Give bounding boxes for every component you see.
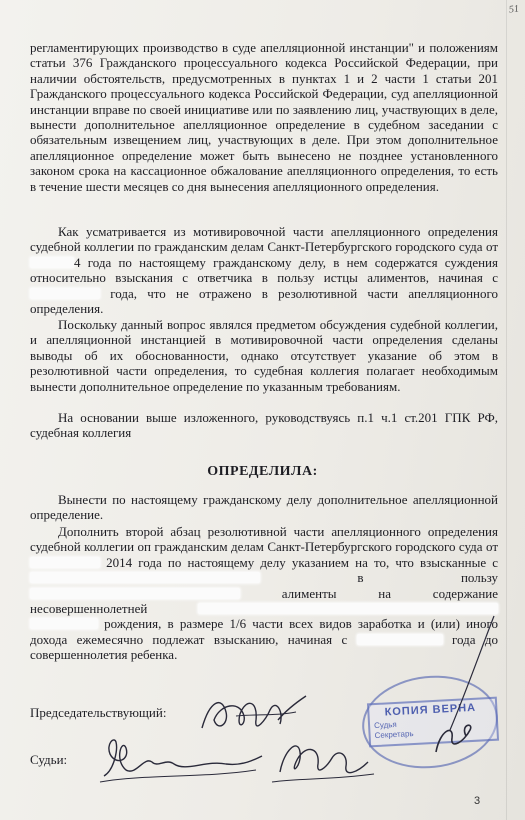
corner-handwritten-number: 51 xyxy=(508,3,520,16)
stamp-judge-line: Судья xyxy=(373,719,397,731)
redacted-date xyxy=(30,557,100,568)
redacted-date xyxy=(30,288,100,299)
redacted-date xyxy=(30,257,74,268)
paper-fold xyxy=(506,0,507,820)
paragraph-conclusion: Поскольку данный вопрос являлся предметом обсуждения судебной коллегии, и апелляционной инстанцией в мотивировочной части определения сделаны выводы об их обоснованности, однако отсутствует указание об этом в резолютивной части определения, то судебная коллегия полагает необходимым вынести дополнительное определение по указанным требованиям. xyxy=(30,317,498,394)
paragraph-grounds: На основании выше изложенного, руководствуясь п.1 ч.1 ст.201 ГПК РФ, судебная коллегия xyxy=(30,410,498,441)
redacted-name xyxy=(30,572,260,583)
ruling-heading: ОПРЕДЕЛИЛА: xyxy=(207,464,318,479)
redacted-date xyxy=(30,618,98,629)
chair-label: Председательствующий: xyxy=(30,705,167,720)
stamp-secretary-line: Секретарь xyxy=(374,729,414,741)
stamp-signature xyxy=(430,612,500,762)
paragraph-legal-basis: регламентирующих производство в суде апелляционной инстанции" и положениям статьи 376 Гражданского процессуального кодекса Российской Федерации, при наличии обстоятельств, предусмотренных в пунктах 1 и 2 части 1 статьи 201 Гражданского процессуального кодекса Российской Федерации, суд апелляционной инстанции вправе по своей инициативе или по заявлению лиц, участвующих в деле, вынести дополнительное апелляционное определение в судебном заседании с обязательным извещением лиц, участвующих в деле. При этом дополнительное апелляционное определение может быть вынесено не позднее установленного законом срока на кассационное обжалование апелляционного определения, то есть в течение шести месяцев со дня вынесения апелляционного определения. xyxy=(30,40,498,194)
paragraph-ruling-1: Вынести по настоящему гражданскому делу дополнительное апелляционной определение. xyxy=(30,492,498,523)
page-number: 3 xyxy=(474,795,481,807)
stamp-title: КОПИЯ ВЕРНА xyxy=(384,701,477,719)
paragraph-ruling-2: Дополнить второй абзац резолютивной части апелляционного определения судебной коллегии оп гражданским делам Санкт-Петербургского городского суда от 2014 года по настоящему делу указанием на то, что взысканные с в пользу алименты на содержание несовершеннолетней рождения, в размере 1/6 части всех видов заработка и (или) иного дохода ежемесячно подлежат взысканию, начиная с года до совершеннолетия ребенка. xyxy=(30,524,499,663)
judge-signature-2 xyxy=(270,732,380,792)
redacted-name xyxy=(30,588,240,599)
judge-signature-1 xyxy=(96,730,266,790)
judges-label: Судьи: xyxy=(30,752,68,767)
paragraph-reasoning: Как усматривается из мотивировочной части апелляционного определения судебной коллегии по гражданским делам Санкт-Петербургского городского суда от 4 года по настоящему гражданскому делу, в нем содержатся суждения относительно взыскания с ответчика в пользу истцы алиментов, начиная с года, что не отражено в резолютивной части апелляционного определения. xyxy=(30,224,498,317)
